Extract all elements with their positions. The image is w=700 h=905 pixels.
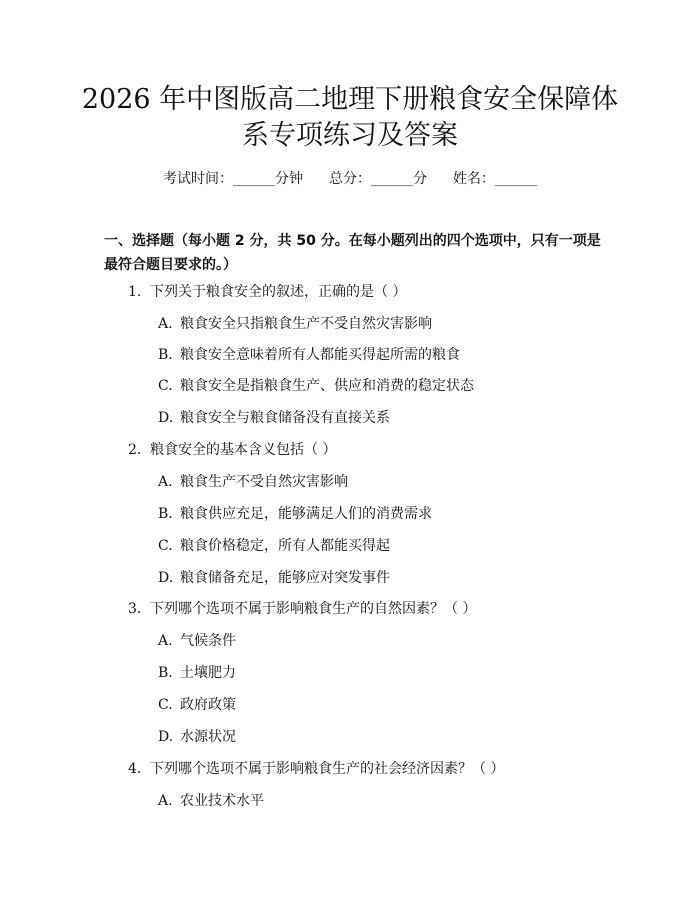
option-text: 粮食安全与粮食储备没有直接关系 [180, 410, 390, 426]
exam-time-field: 考试时间：______分钟 [163, 171, 303, 187]
question-1 [128, 282, 406, 302]
question-2-option-d [158, 568, 390, 588]
option-letter: D. [158, 570, 174, 586]
option-letter: C. [158, 697, 173, 713]
question-text: 下列关于粮食安全的叙述，正确的是（ ） [150, 284, 407, 300]
section-heading: 一、选择题（每小题 2 分，共 50 分。在每小题列出的四个选项中，只有一项是最符合题目要求的。） [104, 233, 601, 273]
option-text: 粮食价格稳定，所有人都能买得起 [180, 538, 390, 554]
document-title-line-2: 系专项练习及答案 [242, 120, 458, 151]
option-letter: B. [158, 347, 173, 363]
option-letter: A. [158, 793, 173, 809]
option-letter: C. [158, 378, 173, 394]
option-letter: A. [158, 633, 173, 649]
option-letter: D. [158, 410, 174, 426]
question-3-option-b [158, 663, 236, 683]
question-text: 下列哪个选项不属于影响粮食生产的社会经济因素？（ ） [150, 761, 505, 777]
question-2-option-c [158, 536, 390, 556]
question-text: 粮食安全的基本含义包括（ ） [150, 442, 337, 458]
question-1-option-c [158, 376, 474, 396]
student-name-field: 姓名：______ [453, 171, 537, 187]
option-text: 粮食安全只指粮食生产不受自然灾害影响 [180, 316, 432, 332]
option-text: 粮食供应充足，能够满足人们的消费需求 [180, 506, 432, 522]
question-3-option-c [158, 695, 236, 715]
question-4 [128, 759, 504, 779]
question-4-option-a [158, 791, 264, 811]
option-letter: A. [158, 316, 173, 332]
option-letter: B. [158, 506, 173, 522]
question-2-option-a [158, 472, 348, 492]
question-3 [128, 599, 476, 619]
question-3-option-d [158, 727, 236, 747]
question-number: 3. [128, 601, 142, 617]
question-number: 1. [128, 284, 142, 300]
question-1-option-a [158, 314, 432, 334]
document-title-line-1: 2026 年中图版高二地理下册粮食安全保障体 [81, 84, 619, 115]
option-text: 土壤肥力 [180, 665, 236, 681]
question-number: 2. [128, 442, 142, 458]
option-letter: D. [158, 729, 174, 745]
option-letter: A. [158, 474, 173, 490]
exam-meta-line [0, 168, 700, 188]
question-text: 下列哪个选项不属于影响粮食生产的自然因素？（ ） [150, 601, 477, 617]
option-text: 粮食安全是指粮食生产、供应和消费的稳定状态 [180, 378, 474, 394]
option-text: 粮食安全意味着所有人都能买得起所需的粮食 [180, 347, 460, 363]
option-text: 粮食生产不受自然灾害影响 [180, 474, 348, 490]
question-number: 4. [128, 761, 142, 777]
question-1-option-b [158, 345, 460, 365]
option-text: 政府政策 [180, 697, 236, 713]
question-2 [128, 440, 336, 460]
question-1-option-d [158, 408, 390, 428]
option-text: 农业技术水平 [180, 793, 264, 809]
option-text: 水源状况 [180, 729, 236, 745]
option-text: 粮食储备充足，能够应对突发事件 [180, 570, 390, 586]
option-letter: C. [158, 538, 173, 554]
option-text: 气候条件 [180, 633, 236, 649]
total-score-field: 总分：______分 [329, 171, 427, 187]
question-3-option-a [158, 631, 236, 651]
option-letter: B. [158, 665, 173, 681]
question-2-option-b [158, 504, 432, 524]
